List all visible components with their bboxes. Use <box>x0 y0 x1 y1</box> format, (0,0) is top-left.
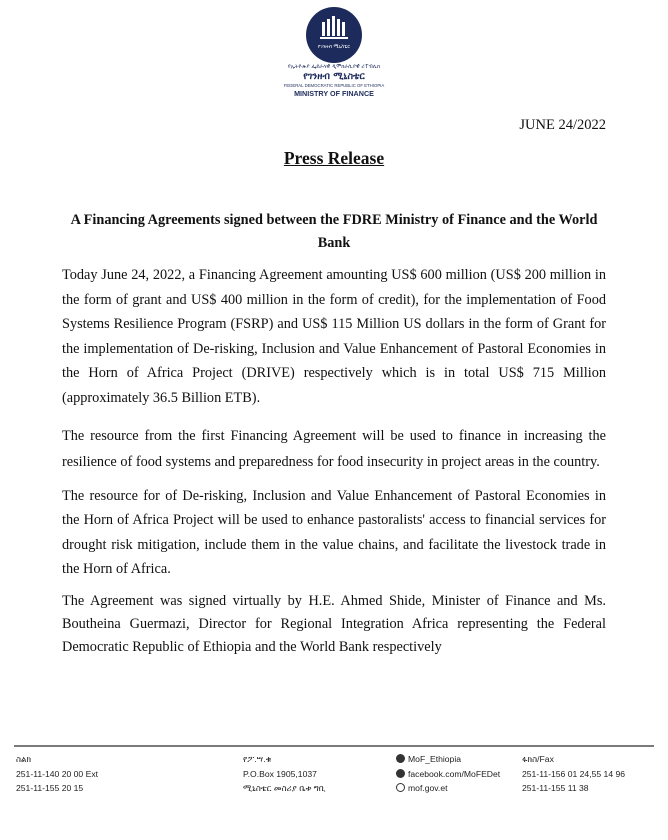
postal-line-1: P.O.Box 1905,1037 <box>243 768 317 779</box>
paragraph-2: The resource from the first Financing Agreement will be used to finance in increasing the resilience of food systems and preparedness for food insecurity in project areas in the country. <box>62 428 606 470</box>
footer-divider <box>14 745 654 747</box>
phone-line-1: 251-11-140 20 00 Ext <box>16 768 99 779</box>
globe-icon <box>396 783 405 792</box>
logo-amharic-country: የኢትዮጵያ ፌደራላዊ ዲሞክራሲያዊ ሪፐብሊክ <box>287 64 381 70</box>
phone-line-2: 251-11-155 20 15 <box>16 783 84 793</box>
fax-label: ፋክስ/Fax <box>522 754 554 764</box>
paragraph-1: Today June 24, 2022, a Financing Agreement amounting US$ 600 million (US$ 200 million in the form of grant and US$ 400 million in the form of credit), for the implementation of Food Systems Resilience Program (FSRP) and US$ 115 Million US dollars in the form of Grant for the implementation of De-risking, Inclusion and Value Enhancement of Pastoral Economies in the Horn of Africa Project (DRIVE) respectively which is in total US$ 715 Million (approximately 36.5 Billion ETB). <box>62 267 606 406</box>
footer-phone <box>16 752 98 796</box>
emblem-text: የገንዘብ ሚኒስቴር <box>317 44 351 50</box>
footer-social <box>396 752 500 796</box>
fax-line-1: 251-11-156 01 24,55 14 96 <box>522 768 626 779</box>
paragraph-4: The Agreement was signed virtually by H.E. Ahmed Shide, Minister of Finance and Ms. Boutheina Guermazi, Director for Regional Integration Africa representing the Federal Democratic Republic of Ethiopia and the World Bank respectively <box>62 593 606 655</box>
phone-label: ስልክ <box>16 754 32 764</box>
twitter-icon <box>396 754 405 763</box>
website-url: mof.gov.et <box>408 783 448 793</box>
release-headline: A Financing Agreements signed between the FDRE Ministry of Finance and the World Bank <box>70 212 598 251</box>
ministry-emblem-icon <box>305 6 363 64</box>
release-date: JUNE 24/2022 <box>519 117 606 133</box>
facebook-link[interactable] <box>396 767 500 782</box>
website-link[interactable] <box>396 781 500 796</box>
postal-line-2: ሚኒስቴር መስሪያ ቤቱ ግቢ <box>243 783 326 793</box>
logo-english-country: FEDERAL DEMOCRATIC REPUBLIC OF ETHIOPIA <box>283 83 385 88</box>
footer-postal <box>243 752 326 796</box>
logo-amharic-ministry: የገንዘብ ሚኒስቴር <box>303 71 365 82</box>
twitter-link[interactable] <box>396 752 500 767</box>
postal-label: የፖ.ሣ.ቁ <box>243 754 272 764</box>
fax-line-2: 251-11-155 11 38 <box>522 783 589 793</box>
footer-fax <box>522 752 625 796</box>
logo-english-ministry: MINISTRY OF FINANCE <box>294 89 374 98</box>
facebook-url: facebook.com/MoFEDet <box>408 768 501 779</box>
facebook-icon <box>396 769 405 778</box>
twitter-handle: MoF_Ethiopia <box>408 754 462 764</box>
page-title: Press Release <box>283 148 385 168</box>
paragraph-3: The resource for of De-risking, Inclusion and Value Enhancement of Pastoral Economies in the Horn of Africa Project will be used to enhance pastoralists' access to financial services for drought risk mitigation, include them in the value chains, and facilitate the livestock trade in the Horn of Africa. <box>62 488 606 577</box>
ministry-logo <box>0 6 668 98</box>
